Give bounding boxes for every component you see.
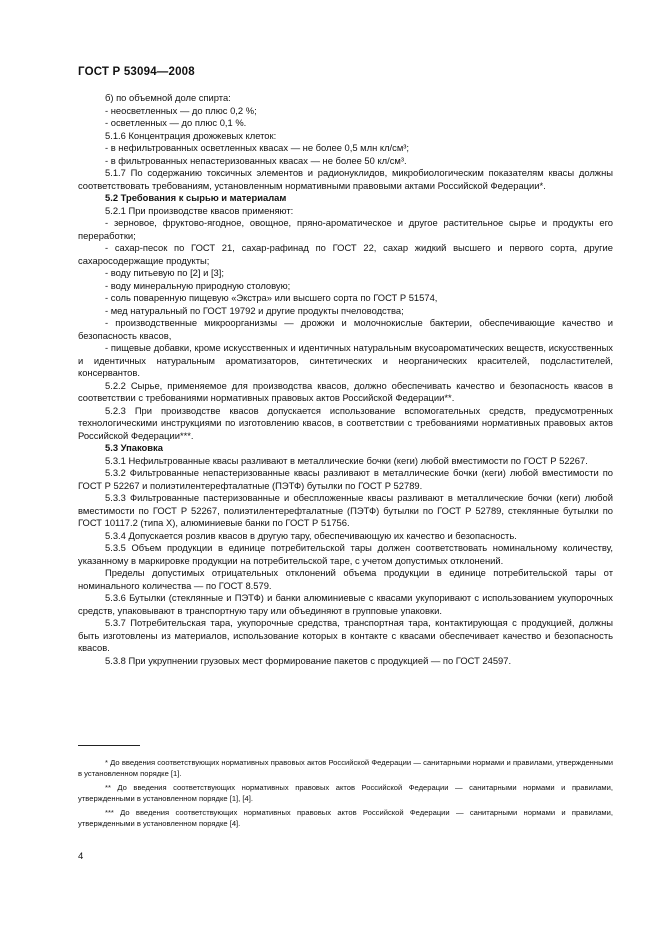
footnote: * До введения соответствующих нормативных правовых актов Российской Федерации — санитарными нормами и правилами, утвержденными в установленном порядке [1]. <box>78 758 613 778</box>
paragraph: 5.3.5 Объем продукции в единице потребительской тары должен соответствовать номинальному количеству, указанному в маркировке продукции на потребительской таре, с учетом допустимых отклонений. <box>78 542 613 566</box>
paragraph: - мед натуральный по ГОСТ 19792 и другие продукты пчеловодства; <box>105 304 404 316</box>
footnotes <box>78 757 613 832</box>
paragraph: - неосветленных — до плюс 0,2 %; <box>105 104 257 116</box>
paragraph: 5.3.1 Нефильтрованные квасы разливают в металлические бочки (кеги) любой вместимости по ГОСТ Р 52267. <box>105 454 588 466</box>
paragraph: 5.3.6 Бутылки (стеклянные и ПЭТФ) и банки алюминиевые с квасами укупоривают с использованием укупорочных средств, упаковывают в транспортную тару или объединяют в групповые упаковки. <box>78 592 613 616</box>
paragraph: - воду питьевую по [2] и [3]; <box>105 267 224 278</box>
paragraph: - сахар-песок по ГОСТ 21, сахар-рафинад по ГОСТ 22, сахар жидкий высшего и первого сорта, другие сахаросодержащие продукты; <box>78 242 613 266</box>
paragraph: 5.1.6 Концентрация дрожжевых клеток: <box>105 129 277 141</box>
section-heading: 5.2 Требования к сырью и материалам <box>105 192 287 203</box>
section-heading: 5.3 Упаковка <box>105 442 163 453</box>
paragraph: - осветленных — до плюс 0,1 %. <box>105 117 247 128</box>
paragraph: - в фильтрованных непастеризованных квасах — не более 50 кл/см³. <box>105 154 407 166</box>
paragraph: 5.3.8 При укрупнении грузовых мест формирование пакетов с продукцией — по ГОСТ 24597. <box>105 654 512 666</box>
paragraph: 5.1.7 По содержанию токсичных элементов и радионуклидов, микробиологическим показателям квасы должны соответствовать требованиям, установленным нормативными правовыми актами Российской Федерации*. <box>78 167 613 191</box>
paragraph: б) по объемной доле спирта: <box>105 92 231 103</box>
footnote: ** До введения соответствующих нормативных правовых актов Российской Федерации — санитарными нормами и правилами, утвержденными в установленном порядке [1], [4]. <box>78 783 613 803</box>
paragraph: 5.2.3 При производстве квасов допускается использование вспомогательных средств, предусмотренных технологическими инструкциями по изготовлению квасов, в соответствии с требованиями нормативных правовых актов Российской Федерации***. <box>78 404 613 441</box>
paragraph: 5.2.1 При производстве квасов применяют: <box>105 204 294 216</box>
paragraph: - производственные микроорганизмы — дрожжи и молочнокислые бактерии, обеспечивающие качество и безопасность квасов, <box>78 317 613 341</box>
paragraph: - соль поваренную пищевую «Экстра» или высшего сорта по ГОСТ Р 51574, <box>105 292 438 303</box>
paragraph: 5.2.2 Сырье, применяемое для производства квасов, должно обеспечивать качество и безопасность квасов в соответствии с требованиями нормативных правовых актов Российской Федерации**. <box>78 379 613 403</box>
footnote: *** До введения соответствующих нормативных правовых актов Российской Федерации — санитарными нормами и правилами, утвержденными в установленном порядке [4]. <box>78 808 613 828</box>
paragraph: 5.3.7 Потребительская тара, укупорочные средства, транспортная тара, контактирующая с продукцией, должны быть изготовлены из материалов, использование которых в контакте с квасами обеспечивает качество и безопасность квасов. <box>78 617 613 653</box>
paragraph: Пределы допустимых отрицательных отклонений объема продукции в единице потребительской тары от номинального количества — по ГОСТ 8.579. <box>78 567 613 591</box>
paragraph: - зерновое, фруктово-ягодное, овощное, пряно-ароматическое и другое растительное сырье и продукты его переработки; <box>78 217 613 241</box>
paragraph: 5.3.4 Допускается розлив квасов в другую тару, обеспечивающую их качество и безопасность. <box>105 529 517 541</box>
footnote-divider <box>78 745 140 746</box>
paragraph: - пищевые добавки, кроме искусственных и идентичных натуральным вкусоароматических веществ, искусственных и идентичных натуральным ароматизаторов, синтетических и неорганических красителей, подсластителей, консервантов. <box>78 342 613 378</box>
paragraph: - воду минеральную природную столовую; <box>105 279 291 291</box>
paragraph: 5.3.2 Фильтрованные непастеризованные квасы разливают в металлические бочки (кеги) любой вместимости по ГОСТ Р 52267 и полиэтилентерефталатные (ПЭТФ) бутылки по ГОСТ Р 52789. <box>78 467 613 491</box>
page-header: ГОСТ Р 53094—2008 <box>78 66 195 78</box>
paragraph: - в нефильтрованных осветленных квасах — не более 0,5 млн кл/см³; <box>105 142 410 153</box>
page-number: 4 <box>78 851 84 862</box>
document-body <box>78 92 613 667</box>
paragraph: 5.3.3 Фильтрованные пастеризованные и обеспложенные квасы разливают в металлические бочки (кеги) любой вместимости по ГОСТ Р 52267, полиэтилентерефталатные (ПЭТФ) бутылки по ГОСТ Р 52789, стеклянные бутылки по ГОСТ 10117.2 (типа X), алюминиевые банки по ГОСТ Р 51756. <box>78 492 613 528</box>
